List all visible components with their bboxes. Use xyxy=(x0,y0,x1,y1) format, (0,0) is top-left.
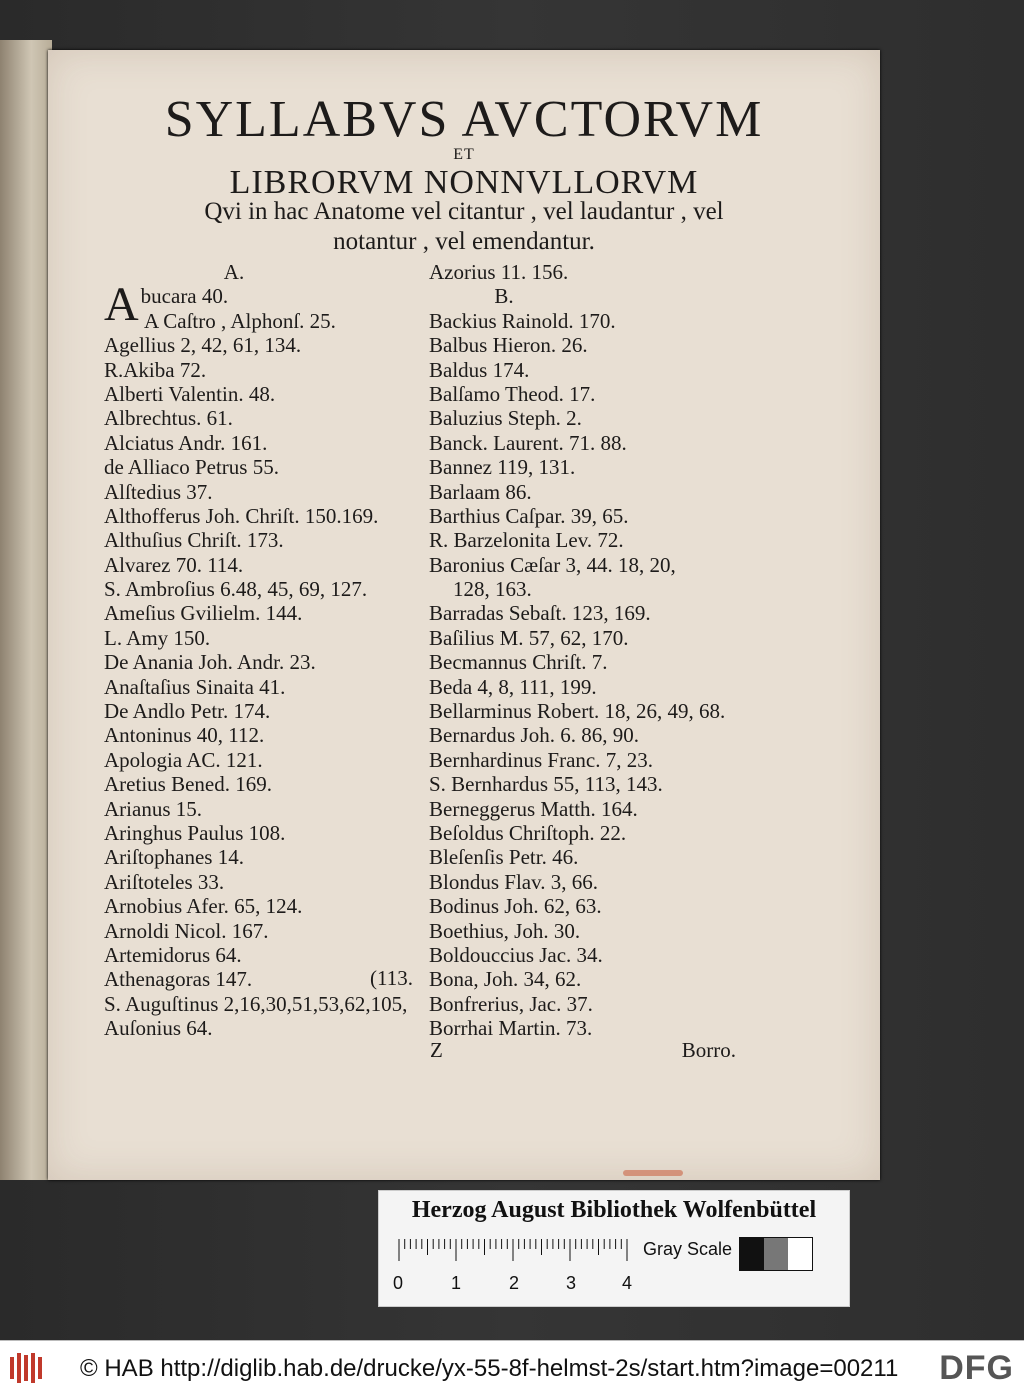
left-index-column xyxy=(104,260,424,1041)
index-entry: Bernardus Joh. 6. 86, 90. xyxy=(429,723,639,748)
ruler-number: 3 xyxy=(566,1273,577,1293)
index-entry: Backius Rainold. 170. xyxy=(429,308,616,333)
gray-scale-label: Gray Scale xyxy=(643,1239,733,1259)
index-entry: Borrhai Martin. 73. xyxy=(429,1016,593,1041)
index-entry: S. Ambroſius 6.48, 45, 69, 127. xyxy=(104,577,368,602)
library-color-label xyxy=(378,1190,850,1307)
index-entry: Bonfrerius, Jac. 37. xyxy=(429,991,593,1016)
ruler-number: 0 xyxy=(393,1273,404,1293)
page-title: SYLLABVS AVCTORVM xyxy=(164,91,764,148)
copyright-url[interactable]: © HAB http://diglib.hab.de/drucke/yx-55-8f-helmst-2s/start.htm?image=00211 xyxy=(80,1355,899,1382)
index-entry: Althofferus Joh. Chriſt. 150.169. xyxy=(104,503,379,528)
index-entry: Baluzius Steph. 2. xyxy=(429,406,582,431)
index-entry: Arnoldi Nicol. 167. xyxy=(104,918,269,943)
index-entry: De Anania Joh. Andr. 23. xyxy=(104,650,316,675)
index-entry: Apologia AC. 121. xyxy=(104,747,263,772)
index-entry: S. Auguſtinus 2,16,30,51,53,62,105, xyxy=(104,991,408,1016)
ruler-number: 1 xyxy=(451,1273,462,1293)
drop-cap: A xyxy=(104,278,139,332)
scale-ruler xyxy=(397,1239,633,1261)
index-entry: Aretius Bened. 169. xyxy=(104,772,272,797)
index-entry: L. Amy 150. xyxy=(104,625,211,650)
dfg-logo: DFG xyxy=(939,1349,1014,1387)
index-entry: Becmannus Chriſt. 7. xyxy=(429,650,608,675)
index-entry: Alſtedius 37. xyxy=(104,479,213,504)
index-entry: Althuſius Chriſt. 173. xyxy=(104,528,284,553)
index-entry: De Andlo Petr. 174. xyxy=(104,699,271,724)
paper-stain xyxy=(623,1170,683,1176)
index-entry: Artemidorus 64. xyxy=(104,942,242,967)
signature-mark: Z xyxy=(430,1038,443,1062)
index-entry: Albrechtus. 61. xyxy=(104,406,233,431)
index-entry: Aringhus Paulus 108. xyxy=(104,820,286,845)
index-entry: Auſonius 64. xyxy=(104,1016,213,1041)
right-entry-list xyxy=(429,309,759,1041)
viewer-footer xyxy=(0,1340,1024,1393)
index-entry: S. Bernhardus 55, 113, 143. xyxy=(429,772,663,797)
index-entry: Barlaam 86. xyxy=(429,479,532,504)
index-entry: Boethius, Joh. 30. xyxy=(429,918,581,943)
book-page xyxy=(48,50,880,1180)
index-entry: Bodinus Joh. 62, 63. xyxy=(429,894,602,919)
index-entry: de Alliaco Petrus 55. xyxy=(104,455,279,480)
right-index-column xyxy=(429,260,759,1041)
continuation-fragment: (113. xyxy=(370,966,413,990)
index-entry: Ameſius Gvilielm. 144. xyxy=(104,601,303,626)
index-entry: Beda 4, 8, 111, 199. xyxy=(429,674,597,699)
index-entry: Barthius Caſpar. 39, 65. xyxy=(429,503,629,528)
index-entry: Ariſtoteles 33. xyxy=(104,869,225,894)
hab-logo-icon xyxy=(10,1353,46,1383)
index-entry: Bona, Joh. 34, 62. xyxy=(429,967,582,992)
index-entry: Baronius Cæſar 3, 44. 18, 20, xyxy=(429,552,676,577)
adjacent-page-edge xyxy=(0,40,52,1180)
index-entry: Agellius 2, 42, 61, 134. xyxy=(104,333,302,358)
index-entry: Bernhardinus Franc. 7, 23. xyxy=(429,747,653,772)
left-entry-list xyxy=(104,278,424,1041)
index-entry: Anaſtaſius Sinaita 41. xyxy=(104,674,286,699)
index-entry: Arnobius Afer. 65, 124. xyxy=(104,894,303,919)
title-conjunction: ET xyxy=(453,146,475,163)
index-entry: Baldus 174. xyxy=(429,357,530,382)
index-entry: Alberti Valentin. 48. xyxy=(104,381,276,406)
index-entry: Baſilius M. 57, 62, 170. xyxy=(429,625,629,650)
title-description-line2: notantur , vel emendantur. xyxy=(333,228,595,255)
index-entry: Blondus Flav. 3, 66. xyxy=(429,869,598,894)
index-entry: Arianus 15. xyxy=(104,796,202,821)
index-entry: R.Akiba 72. xyxy=(104,357,207,382)
index-entry: Barradas Sebaſt. 123, 169. xyxy=(429,601,651,626)
index-entry: Beſoldus Chriſtoph. 22. xyxy=(429,820,627,845)
ruler-number: 2 xyxy=(509,1273,520,1293)
index-entry: bucara 40. xyxy=(140,284,229,309)
index-entry: Alvarez 70. 114. xyxy=(104,552,244,577)
index-entry: A Caſtro , Alphonſ. 25. xyxy=(144,308,336,333)
index-entry: Boldouccius Jac. 34. xyxy=(429,942,603,967)
index-entry: Balbus Hieron. 26. xyxy=(429,333,588,358)
section-header-a: A. xyxy=(223,260,245,284)
index-entry: Alciatus Andr. 161. xyxy=(104,430,268,455)
index-entry: Bellarminus Robert. 18, 26, 49, 68. xyxy=(429,699,726,724)
index-entry: Bleſenſis Petr. 46. xyxy=(429,845,579,870)
catchword: Borro. xyxy=(681,1038,736,1062)
library-name: Herzog August Bibliothek Wolfenbüttel xyxy=(411,1197,817,1223)
page-subtitle: LIBRORVM NONNVLLORVM xyxy=(229,164,699,201)
index-entry: Athenagoras 147. xyxy=(104,967,253,992)
index-entry: R. Barzelonita Lev. 72. xyxy=(429,528,624,553)
section-header-b: B. xyxy=(494,284,514,309)
index-entry: Bannez 119, 131. xyxy=(429,455,576,480)
index-entry: Ariſtophanes 14. xyxy=(104,845,244,870)
index-entry: Balſamo Theod. 17. xyxy=(429,381,596,406)
index-entry: Banck. Laurent. 71. 88. xyxy=(429,430,627,455)
index-entry: Berneggerus Matth. 164. xyxy=(429,796,638,821)
title-description-line1: Qvi in hac Anatome vel citantur , vel laudantur , vel xyxy=(204,198,724,225)
index-entry: Azorius 11. 156. xyxy=(429,260,569,284)
index-entry: 128, 163. xyxy=(453,577,532,602)
ruler-number: 4 xyxy=(622,1273,633,1293)
gray-scale-swatch xyxy=(739,1237,813,1271)
index-entry: Antoninus 40, 112. xyxy=(104,723,265,748)
